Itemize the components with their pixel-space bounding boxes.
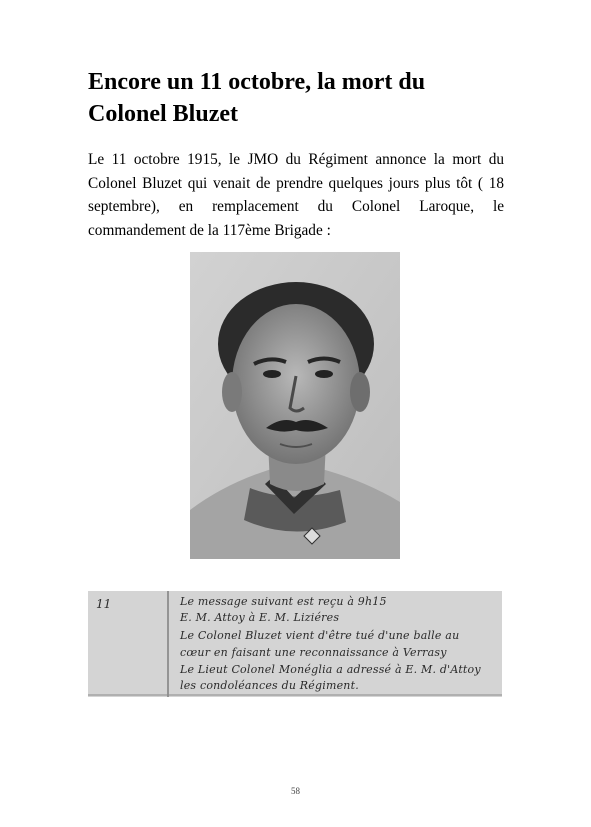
journal-line: E. M. Attoy à E. M. Liziéres <box>180 611 340 624</box>
portrait-photo <box>190 252 400 559</box>
journal-excerpt <box>88 591 502 697</box>
journal-line: Le Lieut Colonel Monéglia a adressé à E. M. d'Attoy <box>180 663 481 676</box>
journal-line: cœur en faisant une reconnaissance à Verrasy <box>180 646 447 659</box>
body-paragraph: Le 11 octobre 1915, le JMO du Régiment annonce la mort du Colonel Bluzet qui venait de prendre quelques jours plus tôt ( 18 septembre), en remplacement du Colonel Laroque, le commandement de la 117ème Brigade : <box>88 151 504 239</box>
page-title: Encore un 11 octobre, la mort du Colonel Bluzet <box>88 69 426 127</box>
journal-line: Le Colonel Bluzet vient d'être tué d'une balle au <box>180 629 460 642</box>
page-number: 58 <box>291 786 300 796</box>
journal-line: Le message suivant est reçu à 9h15 <box>180 595 387 608</box>
journal-date: 11 <box>96 597 112 611</box>
journal-line: les condoléances du Régiment. <box>180 679 359 692</box>
